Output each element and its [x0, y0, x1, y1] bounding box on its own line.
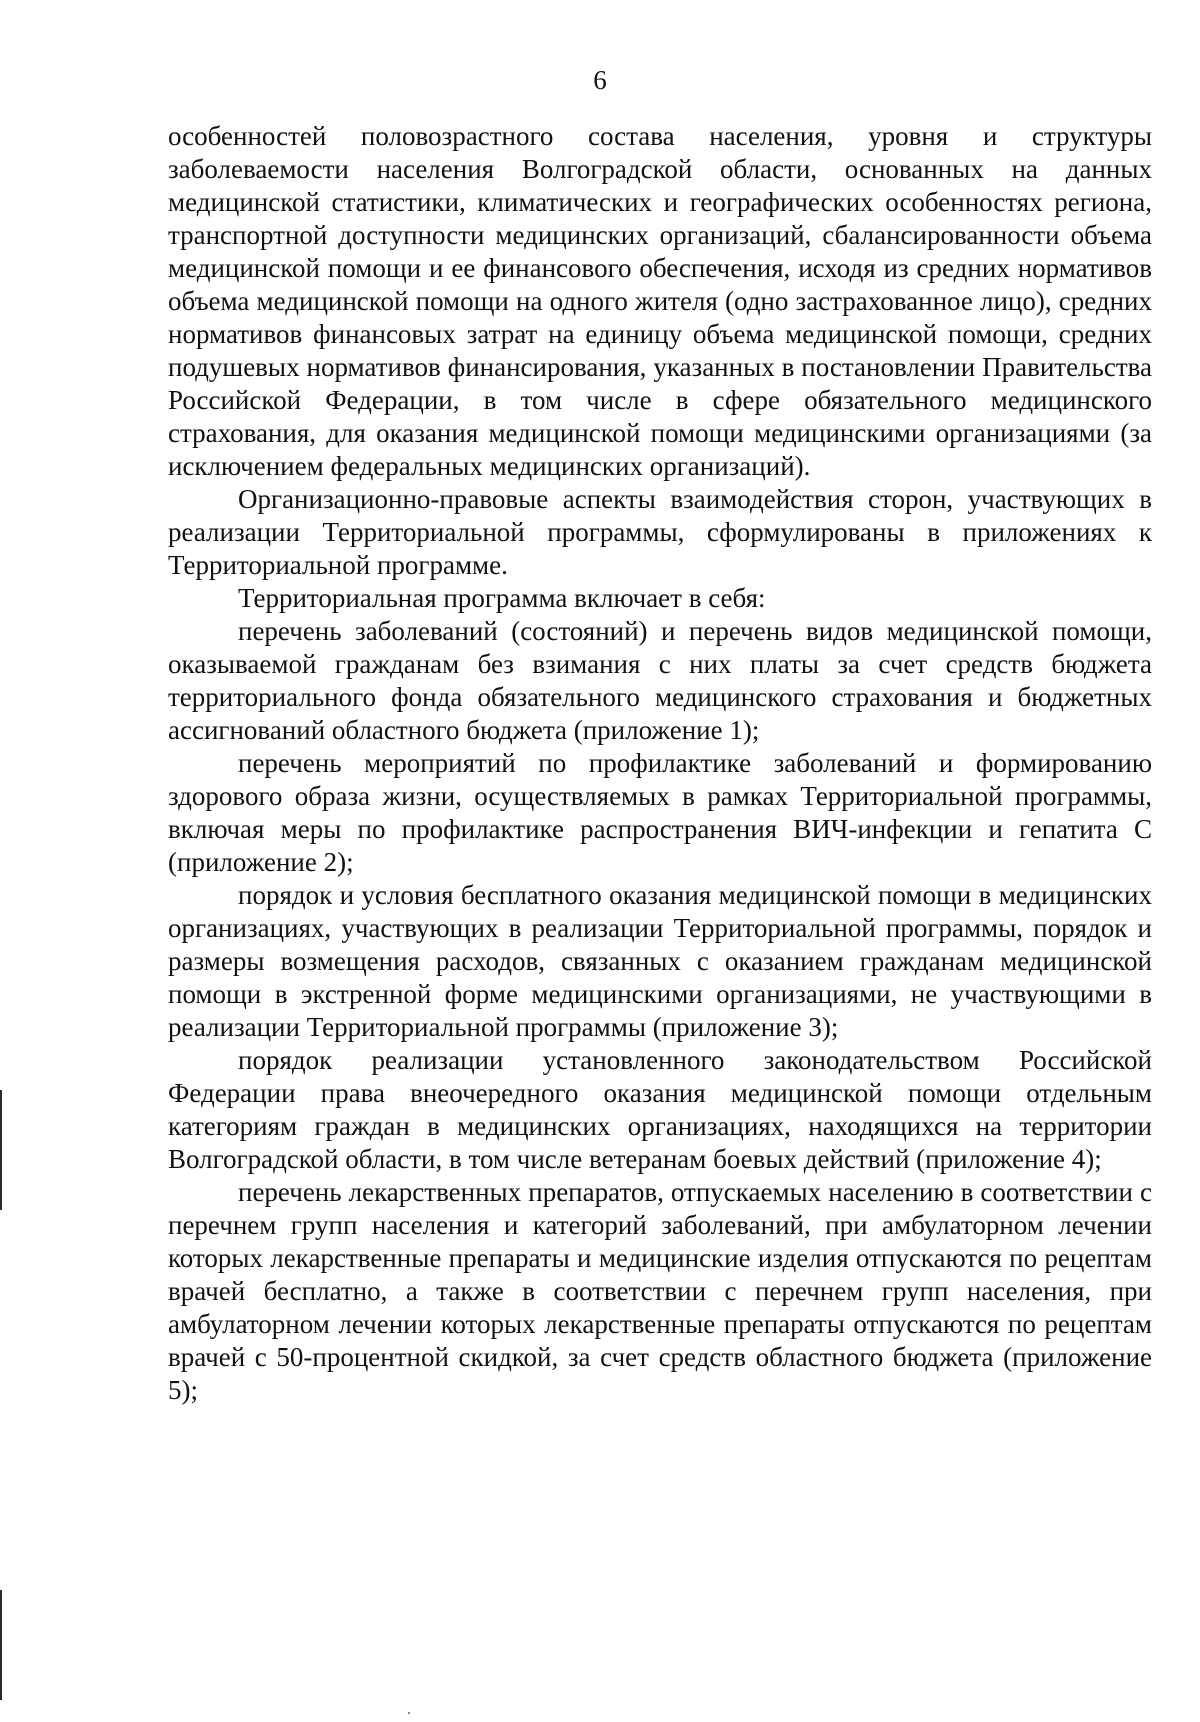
page-number: 6	[593, 65, 607, 95]
list-item-paragraph: перечень лекарственных препаратов, отпускаемых населению в соответствии с перечнем групп населения и категорий заболеваний, при амбулаторном лечении которых лекарственные препараты и медицинские изделия отпускаются по рецептам врачей бесплатно, а также в соответствии с перечнем групп населения, при амбулаторном лечении которых лекарственные препараты отпускаются по рецептам врачей с 50-процентной скидкой, за счет средств областного бюджета (приложение 5);	[168, 1177, 1152, 1405]
list-item-paragraph: перечень заболеваний (состояний) и перечень видов медицинской помощи, оказываемой гражданам без взимания с них платы за счет средств бюджета территориального фонда обязательного медицинского страхования и бюджетных ассигнований областного бюджета (приложение 1);	[168, 616, 1152, 745]
list-item-paragraph: порядок реализации установленного законодательством Российской Федерации права внеочередного оказания медицинской помощи отдельным категориям граждан в медицинских организациях, находящихся на территории Волгоградской области, в том числе ветеранам боевых действий (приложение 4);	[168, 1045, 1152, 1174]
list-item-paragraph: перечень мероприятий по профилактике заболеваний и формированию здорового образа жизни, осуществляемых в рамках Территориальной программы, включая меры по профилактике распространения ВИЧ-инфекции и гепатита С (приложение 2);	[168, 748, 1152, 877]
scan-speck	[408, 1712, 410, 1714]
scan-edge-mark	[0, 1090, 2, 1210]
body-text	[168, 120, 1152, 1407]
paragraph: Организационно-правовые аспекты взаимодействия сторон, участвующих в реализации Территориальной программы, сформулированы в приложениях к Территориальной программе.	[168, 484, 1152, 580]
scan-edge-mark	[0, 1590, 2, 1700]
list-item-paragraph: порядок и условия бесплатного оказания медицинской помощи в медицинских организациях, участвующих в реализации Территориальной программы, порядок и размеры возмещения расходов, связанных с оказанием гражданам медицинской помощи в экстренной форме медицинскими организациями, не участвующими в реализации Территориальной программы (приложение 3);	[168, 880, 1152, 1042]
paragraph: особенностей половозрастного состава населения, уровня и структуры заболеваемости населения Волгоградской области, основанных на данных медицинской статистики, климатических и географических особенностях региона, транспортной доступности медицинских организаций, сбалансированности объема медицинской помощи и ее финансового обеспечения, исходя из средних нормативов объема медицинской помощи на одного жителя (одно застрахованное лицо), средних нормативов финансовых затрат на единицу объема медицинской помощи, средних подушевых нормативов финансирования, указанных в постановлении Правительства Российской Федерации, в том числе в сфере обязательного медицинского страхования, для оказания медицинской помощи медицинскими организациями (за исключением федеральных медицинских организаций).	[168, 121, 1152, 481]
paragraph: Территориальная программа включает в себя:	[238, 583, 766, 613]
